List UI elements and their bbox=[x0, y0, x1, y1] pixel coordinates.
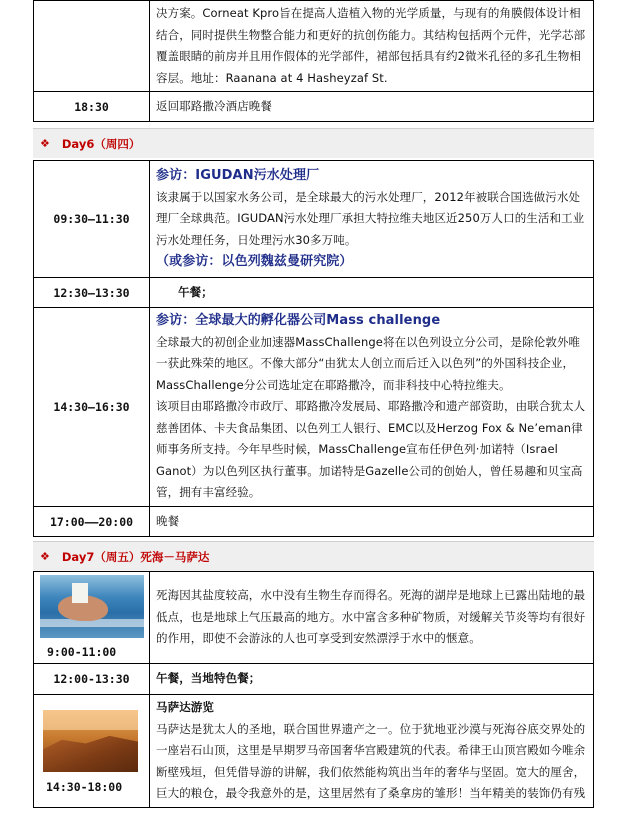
masada-time: 14:30-18:00 bbox=[46, 780, 123, 794]
dead-sea-time: 9:00-11:00 bbox=[47, 645, 117, 659]
masschallenge-cell bbox=[150, 308, 594, 507]
dead-sea-text: 死海因其盐度较高，水中没有生物生存而得名。死海的湖岸是地球上已露出陆地的最低点，也是地球上气压最高的地方。水中富含多种矿物质，对缓解关节炎等均有很好的作用，即使不会游泳的人也可享受到安然漂浮于水中的惬意。 bbox=[150, 572, 594, 664]
newspaper bbox=[72, 583, 88, 603]
igudan-cell bbox=[150, 161, 594, 278]
corneat-description: 决方案。Corneat Kpro旨在提高人造植入物的光学质量，与现有的角膜假体设计相结合，同时提供生物整合能力和更好的抗创伤能力。其结构包括两个元件，光学芯部覆盖眼睛的前房并且用作假体的光学部件，裙部包括具有约2微米孔径的多孔生物相容层。地址：Raanana at 4 Hasheyzaf St. bbox=[150, 1, 594, 92]
dinner-text: 晚餐 bbox=[150, 507, 594, 537]
masschallenge-heading: 参访：全球最大的孵化器公司Mass challenge bbox=[156, 313, 441, 329]
time-cell: 12:00-13:30 bbox=[34, 664, 150, 695]
masada-cell bbox=[150, 695, 594, 808]
time-cell: 17:00——20:00 bbox=[34, 507, 150, 537]
day6-header bbox=[33, 128, 594, 158]
igudan-heading: 参访：IGUDAN污水处理厂 bbox=[156, 168, 320, 184]
time-cell-empty bbox=[34, 1, 150, 92]
time-cell: 12:30–13:30 bbox=[34, 278, 150, 308]
igudan-text: 该隶属于以国家水务公司，是全球最大的污水处理厂，2012年被联合国选做污水处理厂全球典范。IGUDAN污水处理厂承担大特拉维夫地区近250万人口的生活和工业污水处理任务，日处理污水30多万吨。 bbox=[156, 189, 585, 247]
dead-sea-photo bbox=[40, 575, 144, 638]
masschallenge-text-2: 该项目由耶路撒冷市政厅、耶路撒冷发展局、耶路撒冷和遗产部资助，由联合犹太人慈善团体、卡夫食品集团、以色列工人银行、EMC以及Herzog Fox & Ne’eman律师事务所支持。今年早些时候，MassChallenge宣布任伊色列·加诺特（Israel Ganot）为以色列区执行董事。加诺特是Gazelle公司的创始人，曾任易趣和贝宝高管，拥有丰富经验。 bbox=[156, 399, 586, 500]
time-cell: 18:30 bbox=[34, 92, 150, 122]
day7-title: Day7（周五）死海－马萨达 bbox=[61, 549, 210, 564]
day7-header bbox=[33, 541, 594, 571]
diamond-icon: ❖ bbox=[40, 550, 50, 563]
masada-heading: 马萨达游览 bbox=[156, 700, 214, 714]
time-cell: 14:30–16:30 bbox=[34, 308, 150, 507]
day6-table bbox=[33, 160, 594, 537]
lunch-text: 午餐； bbox=[150, 278, 594, 308]
sky-haze bbox=[43, 710, 138, 730]
top-table bbox=[33, 0, 594, 122]
weizmann-alt-heading: （或参访：以色列魏兹曼研究院） bbox=[156, 254, 353, 270]
return-dinner-text: 返回耶路撒冷酒店晚餐 bbox=[150, 92, 594, 122]
local-lunch-text: 午餐，当地特色餐； bbox=[150, 664, 594, 695]
day6-title: Day6（周四） bbox=[61, 136, 141, 151]
masada-photo bbox=[43, 710, 138, 772]
masschallenge-text-1: 全球最大的初创企业加速器MassChallenge将在以色列设立分公司，是除伦敦外唯一获此殊荣的地区。不像大部分“由犹太人创立而后迁入以色列”的外国科技企业，MassChallenge分公司选址定在耶路撒冷，而非科技中心特拉维夫。 bbox=[156, 334, 581, 392]
rock-ridge bbox=[43, 734, 138, 772]
time-cell: 09:30–11:30 bbox=[34, 161, 150, 278]
diamond-icon: ❖ bbox=[40, 137, 50, 150]
masada-text: 马萨达是犹太人的圣地，联合国世界遗产之一。位于犹地亚沙漠与死海谷底交界处的一座岩石山顶，这里是早期罗马帝国奢华宫殿建筑的代表。希律王山顶宫殿如今唯余断壁残垣，但凭借导游的讲解，我们依然能构筑出当年的奢华与坚固。宽大的厘舍，巨大的粮仓，最令我意外的是，这里居然有了桑拿房的雏形！当年精美的装饰仍有残 bbox=[156, 721, 586, 800]
